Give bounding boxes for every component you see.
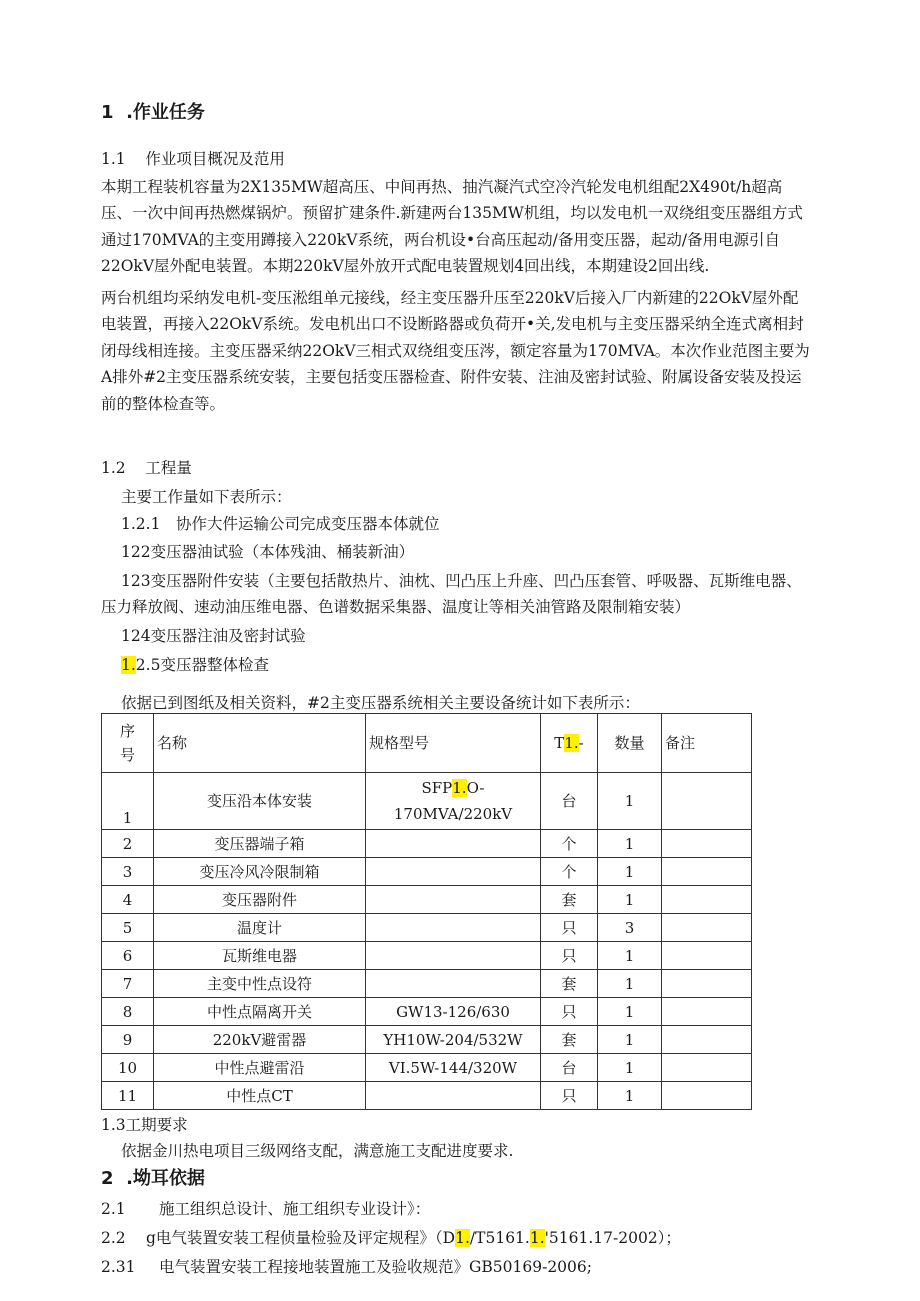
cell-name: 中性点CT [154,1082,366,1110]
table-row [102,773,752,830]
reference-number: 2.1 [101,1200,126,1218]
cell-seq: 5 [102,914,154,942]
reference-2: 2.2 g电气装置安装工程侦量检验及评定规程》（D1./T5161.1.'5161.17-2002）； [101,1223,681,1253]
section-title: .坳耳依据 [126,1168,205,1189]
cell-name: 变压器端子箱 [154,830,366,858]
cell-note [662,886,752,914]
work-intro: 主要工作量如下表所示： [121,488,292,506]
header-qty: 数量 [598,714,662,773]
cell-note [662,1026,752,1054]
work-item-1: 1.2.1 协作大件运输公司完成变压器本体就位 [121,515,440,533]
cell-note [662,998,752,1026]
cell-unit: 只 [541,998,598,1026]
cell-model: YH10W-204/532W [366,1026,541,1054]
cell-qty: 1 [598,886,662,914]
reference-number: 2.31 [101,1258,136,1276]
cell-model: GW13-126/630 [366,998,541,1026]
cell-unit: 只 [541,1082,598,1110]
header-model: 规格型号 [366,714,541,773]
cell-note [662,1054,752,1082]
cell-seq: 11 [102,1082,154,1110]
cell-name: 瓦斯维电器 [154,942,366,970]
cell-model [366,942,541,970]
cell-note [662,914,752,942]
overview-paragraph-2: 两台机组均采纳发电机-变压淞组单元接线，经主变压器升压至220kV后接入厂内新建的22OkV屋外配电装置，再接入22OkV系统。发电机出口不设断路器或负荷开•关,发电机与主变压器采纳全连式离相封闭母线相连接。主变压器采纳22OkV三相式双绕组变压涔，额定容量为170MVA。本次作业范图主要为A排外#2主变压器系统安装，主要包括变压器检查、附件安装、注油及密封试验、附属设备安装及投运前的整体检查等。 [101,289,810,413]
work-item-2: 122变压器油试验（本体残油、桶装新油） [121,543,415,561]
cell-name: 变压沿本体安装 [154,773,366,830]
cell-name: 中性点隔离开关 [154,998,366,1026]
cell-name: 变压器附件 [154,886,366,914]
section-number: 1 [101,102,114,123]
subsection-1-1-heading [101,144,285,174]
work-item-5-text: 2.5变压器整体检查 [135,656,269,674]
subsection-1-2-heading [101,453,192,483]
schedule-text: 依据金川热电项目三级网络支配，满意施工支配进度要求. [121,1142,514,1160]
subsection-title: 作业项目概况及范用 [145,150,285,168]
work-item-3: 123变压器附件安装（主要包括散热片、油枕、凹凸压上升座、凹凸压套管、呼吸器、瓦斯维电器、压力释放阀、速动油压维电器、色谱数据采集器、温度让等相关油管路及限制箱安装） [101,572,802,617]
cell-qty: 1 [598,942,662,970]
cell-qty: 1 [598,773,662,830]
table-row [102,942,752,970]
table-row [102,970,752,998]
cell-seq: 4 [102,886,154,914]
reference-number: 2.2 [101,1229,126,1247]
reference-text: 电气装置安装工程接地装置施工及验收规范》GB50169-2006; [159,1258,592,1276]
subsection-number: 1.2 [101,459,126,477]
cell-name: 温度计 [154,914,366,942]
highlighted-text: 1. [121,656,136,674]
cell-unit: 台 [541,1054,598,1082]
subsection-title: 工程量 [145,459,192,477]
section-2-heading [101,1164,205,1190]
cell-note [662,830,752,858]
work-item-4: 124变压器注油及密封试验 [121,627,306,645]
cell-model [366,886,541,914]
cell-model [366,970,541,998]
table-row [102,1082,752,1110]
cell-model: VI.5W-144/320W [366,1054,541,1082]
cell-qty: 1 [598,970,662,998]
section-1-heading [101,98,205,124]
highlighted-text: 1. [564,734,579,752]
reference-3 [101,1252,592,1282]
cell-seq: 10 [102,1054,154,1082]
table-row [102,1054,752,1082]
reference-1 [101,1194,430,1224]
cell-note [662,1082,752,1110]
header-note: 备注 [662,714,752,773]
cell-unit: 只 [541,914,598,942]
section-number: 2 [101,1168,114,1189]
header-unit: T1.- [541,714,598,773]
cell-model [366,914,541,942]
cell-qty: 3 [598,914,662,942]
cell-seq: 6 [102,942,154,970]
table-row [102,998,752,1026]
cell-unit: 套 [541,886,598,914]
cell-name: 主变中性点设符 [154,970,366,998]
header-name: 名称 [154,714,366,773]
cell-unit: 台 [541,773,598,830]
table-row [102,830,752,858]
table-row [102,1026,752,1054]
table-header-row [102,714,752,773]
reference-text: 施工组织总设计、施工组织专业设计》： [159,1200,431,1218]
cell-model [366,858,541,886]
cell-note [662,942,752,970]
cell-seq: 8 [102,998,154,1026]
cell-seq: 3 [102,858,154,886]
cell-qty: 1 [598,1026,662,1054]
cell-note [662,970,752,998]
cell-unit: 个 [541,858,598,886]
highlighted-text: 1. [529,1229,545,1247]
cell-unit: 只 [541,942,598,970]
cell-seq: 1 [102,773,154,830]
table-intro: 依据已到图纸及相关资料，#2主变压器系统相关主要设备统计如下表所示： [121,694,640,712]
cell-note [662,773,752,830]
cell-qty: 1 [598,1054,662,1082]
header-seq: 序 号 [102,714,154,773]
table-row [102,886,752,914]
cell-qty: 1 [598,858,662,886]
equipment-table [101,713,752,1110]
overview-paragraph-1: 本期工程装机容量为2X135MW超高压、中间再热、抽汽凝汽式空冷汽轮发电机组配2X490t/h超高压、一次中间再热燃煤锅炉。预留扩建条件.新建两台135MW机组，均以发电机一双绕组变压器组方式通过170MVA的主变用蹲接入220kV系统，两台机设•台高压起动/备用变压器，起动/备用电源引自22OkV屋外配电装置。本期220kV屋外放开式配电装置规划4回出线，本期建设2回出线. [101,178,803,276]
cell-name: 变压冷风冷限制箱 [154,858,366,886]
section-title: .作业任务 [126,102,205,123]
cell-note [662,858,752,886]
highlighted-text: 1. [452,779,467,797]
cell-unit: 套 [541,1026,598,1054]
cell-model [366,1082,541,1110]
work-item-5 [121,650,269,680]
cell-name: 220kV避雷器 [154,1026,366,1054]
table-row [102,914,752,942]
subsection-number: 1.1 [101,150,126,168]
highlighted-text: 1. [455,1229,470,1247]
cell-qty: 1 [598,830,662,858]
cell-unit: 个 [541,830,598,858]
cell-seq: 9 [102,1026,154,1054]
cell-unit: 套 [541,970,598,998]
cell-name: 中性点避雷沿 [154,1054,366,1082]
cell-model [366,830,541,858]
cell-seq: 7 [102,970,154,998]
cell-seq: 2 [102,830,154,858]
cell-model: SFP1.O- 170MVA/220kV [366,773,541,830]
cell-qty: 1 [598,1082,662,1110]
table-row [102,858,752,886]
subsection-1-3-heading: 1.3工期要求 [101,1116,188,1134]
cell-qty: 1 [598,998,662,1026]
